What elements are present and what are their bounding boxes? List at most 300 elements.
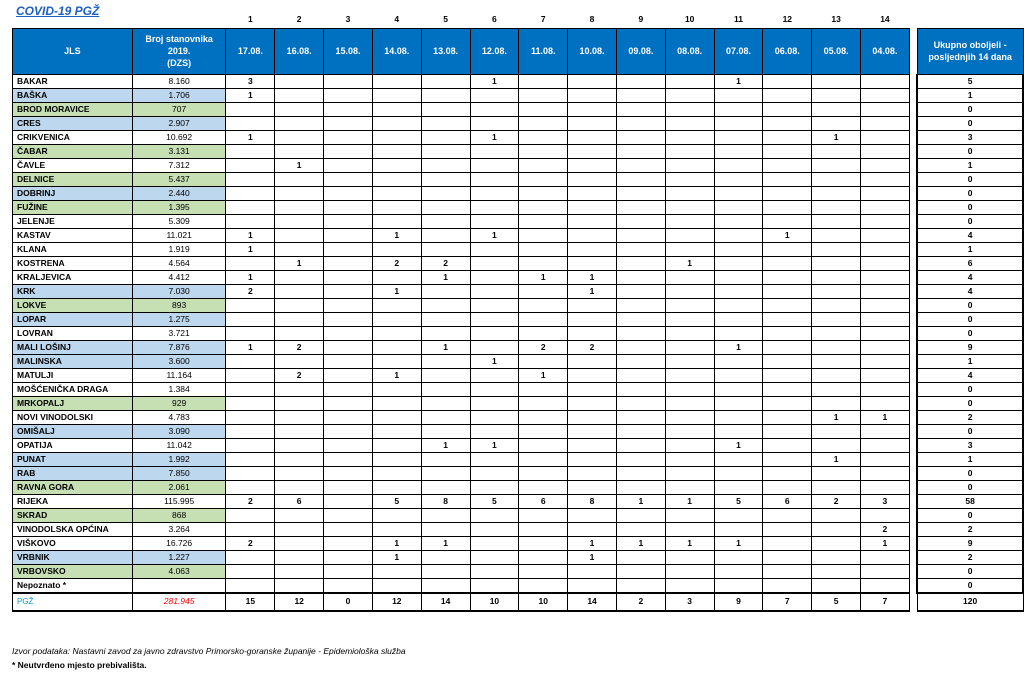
case-cell [616,354,665,368]
case-cell [421,284,470,298]
case-cell [275,466,324,480]
case-cell [812,312,861,326]
total-cell: 0 [917,214,1023,228]
population-cell: 5.437 [132,172,226,186]
case-cell [812,340,861,354]
case-cell [714,508,763,522]
case-cell: 1 [812,452,861,466]
case-cell [714,186,763,200]
case-cell [470,298,519,312]
population-cell: 5.309 [132,214,226,228]
day-number: 5 [443,14,448,25]
table-row [13,508,1024,522]
population-cell: 4.412 [132,270,226,284]
population-cell: 2.061 [132,480,226,494]
case-cell [519,200,568,214]
case-cell [665,186,714,200]
day-total: 12 [372,593,421,611]
total-cell: 4 [917,368,1023,382]
table-row [13,130,1024,144]
table-row [13,368,1024,382]
case-cell [470,102,519,116]
case-cell [421,396,470,410]
case-cell [372,270,421,284]
day-total: 5 [812,593,861,611]
case-cell: 1 [568,536,617,550]
case-cell: 1 [470,228,519,242]
case-cell [275,200,324,214]
case-cell [568,256,617,270]
population-cell: 16.726 [132,536,226,550]
municipality-name: OMIŠALJ [13,424,133,438]
case-cell [763,284,812,298]
case-cell [714,550,763,564]
case-cell [568,172,617,186]
day-number: 13 [831,14,841,25]
case-cell [568,158,617,172]
case-cell: 1 [568,550,617,564]
gap [909,270,917,284]
case-cell [763,452,812,466]
table-row [13,74,1024,88]
day-total: 0 [324,593,373,611]
grand-total: 120 [917,593,1023,611]
total-cell: 2 [917,410,1023,424]
case-cell [763,88,812,102]
case-cell [470,424,519,438]
case-cell [372,74,421,88]
total-cell: 4 [917,228,1023,242]
population-cell: 11.042 [132,438,226,452]
gap [909,354,917,368]
case-cell [372,410,421,424]
municipality-name: LOVRAN [13,326,133,340]
case-cell [568,144,617,158]
date-header: 13.08. [421,28,470,74]
municipality-name: KOSTRENA [13,256,133,270]
date-header: 07.08. [714,28,763,74]
table-row [13,410,1024,424]
case-cell [226,116,275,130]
case-cell [763,74,812,88]
case-cell [861,438,910,452]
case-cell [714,144,763,158]
case-cell [812,214,861,228]
table-row [13,480,1024,494]
case-cell [763,438,812,452]
case-cell [372,242,421,256]
day-total: 2 [616,593,665,611]
total-cell: 0 [917,144,1023,158]
case-cell: 1 [714,438,763,452]
day-number-row [13,12,1024,28]
case-cell [372,508,421,522]
case-cell [861,466,910,480]
case-cell [421,214,470,228]
case-cell [714,214,763,228]
total-cell: 0 [917,102,1023,116]
case-cell [861,102,910,116]
case-cell [568,102,617,116]
case-cell [324,270,373,284]
case-cell [763,270,812,284]
population-cell: 7.312 [132,158,226,172]
population-cell: 7.850 [132,466,226,480]
case-cell [714,172,763,186]
municipality-name: NOVI VINODOLSKI [13,410,133,424]
case-cell [616,312,665,326]
total-cell: 0 [917,200,1023,214]
case-cell [226,172,275,186]
population-cell: 1.384 [132,382,226,396]
case-cell [470,116,519,130]
case-cell [324,340,373,354]
case-cell [812,578,861,593]
case-cell [861,256,910,270]
asterisk-note: * Neutvrđeno mjesto prebivališta. [12,660,147,670]
case-cell [861,508,910,522]
case-cell [275,396,324,410]
case-cell [665,88,714,102]
municipality-name: SKRAD [13,508,133,522]
case-cell [812,186,861,200]
case-cell [275,410,324,424]
case-cell [519,550,568,564]
case-cell [421,550,470,564]
municipality-name: VRBNIK [13,550,133,564]
day-total: 10 [519,593,568,611]
case-cell [275,144,324,158]
case-cell [372,200,421,214]
day-number: 6 [492,14,497,25]
case-cell [470,326,519,340]
case-cell [812,522,861,536]
population-cell: 4.564 [132,256,226,270]
day-number: 4 [394,14,400,25]
date-header: 10.08. [568,28,617,74]
case-cell [324,466,373,480]
municipality-name: Nepoznato * [13,578,133,593]
municipality-name: KRALJEVICA [13,270,133,284]
case-cell [861,214,910,228]
total-cell: 9 [917,536,1023,550]
case-cell [275,228,324,242]
case-cell [763,102,812,116]
case-cell [226,102,275,116]
case-cell [372,578,421,593]
case-cell [616,144,665,158]
case-cell [616,438,665,452]
gap [909,480,917,494]
case-cell [763,312,812,326]
case-cell [470,396,519,410]
case-cell [324,410,373,424]
case-cell [714,396,763,410]
case-cell: 1 [665,494,714,508]
case-cell [275,270,324,284]
case-cell: 1 [226,130,275,144]
case-cell: 2 [226,494,275,508]
table-row [13,312,1024,326]
case-cell [275,536,324,550]
case-cell [324,564,373,578]
gap [909,88,917,102]
day-total: 15 [226,593,275,611]
gap [909,410,917,424]
case-cell: 1 [861,410,910,424]
case-cell [519,88,568,102]
case-cell [861,340,910,354]
gap [909,536,917,550]
case-cell: 1 [226,340,275,354]
case-cell [372,354,421,368]
day-number: 14 [880,14,890,25]
case-cell [714,354,763,368]
case-cell [616,578,665,593]
case-cell [616,186,665,200]
case-cell [421,564,470,578]
case-cell: 2 [226,284,275,298]
case-cell [714,382,763,396]
case-cell [519,312,568,326]
case-cell [568,130,617,144]
case-cell [665,480,714,494]
total-cell: 5 [917,74,1023,88]
case-cell [861,172,910,186]
case-cell [519,326,568,340]
case-cell [616,382,665,396]
population-header-line: Broj stanovnika [145,34,213,44]
case-cell: 1 [470,74,519,88]
spacer [917,12,1023,28]
case-cell [616,452,665,466]
date-header: 15.08. [324,28,373,74]
case-cell [226,144,275,158]
case-cell [324,368,373,382]
case-cell [763,298,812,312]
total-cell: 4 [917,270,1023,284]
case-cell [470,564,519,578]
case-cell [275,298,324,312]
gap [909,228,917,242]
table-row [13,536,1024,550]
table-row [13,382,1024,396]
case-cell [470,214,519,228]
gap [909,172,917,186]
date-header: 12.08. [470,28,519,74]
table-row [13,172,1024,186]
case-cell [421,326,470,340]
case-cell [665,466,714,480]
case-cell [861,368,910,382]
gap [909,452,917,466]
case-cell [665,550,714,564]
total-cell: 0 [917,578,1023,593]
case-cell [568,242,617,256]
case-cell [226,508,275,522]
population-cell: 1.919 [132,242,226,256]
gap [909,396,917,410]
case-cell [812,326,861,340]
population-cell: 4.063 [132,564,226,578]
case-cell [421,508,470,522]
case-cell [519,522,568,536]
table-row [13,88,1024,102]
total-header-line: Ukupno oboljeli - [933,40,1007,50]
case-cell [568,354,617,368]
gap [909,564,917,578]
case-cell [519,298,568,312]
case-cell [568,480,617,494]
case-cell [763,340,812,354]
case-cell [861,74,910,88]
case-cell [665,130,714,144]
case-cell [568,88,617,102]
case-cell [275,438,324,452]
case-cell [324,354,373,368]
population-header [132,28,226,74]
case-cell [812,536,861,550]
case-cell [568,214,617,228]
day-number: 1 [247,14,253,25]
case-cell [665,326,714,340]
case-cell [519,172,568,186]
case-cell: 5 [714,494,763,508]
case-cell [421,228,470,242]
case-cell [519,536,568,550]
date-header: 04.08. [861,28,910,74]
case-cell [714,466,763,480]
case-cell: 1 [226,270,275,284]
case-cell [763,396,812,410]
case-cell: 5 [372,494,421,508]
case-cell [226,424,275,438]
municipality-name: CRIKVENICA [13,130,133,144]
case-cell [324,424,373,438]
case-cell [421,74,470,88]
case-cell: 1 [519,270,568,284]
gap [909,256,917,270]
case-cell [372,298,421,312]
municipality-name: KASTAV [13,228,133,242]
case-cell [812,382,861,396]
population-cell [132,578,226,593]
case-cell [763,130,812,144]
case-cell [421,312,470,326]
case-cell [812,88,861,102]
total-cell: 0 [917,480,1023,494]
case-cell [568,368,617,382]
case-cell [519,242,568,256]
total-cell: 1 [917,158,1023,172]
municipality-name: MATULJI [13,368,133,382]
covid-cases-table [12,12,1024,612]
case-cell [372,116,421,130]
case-cell [421,200,470,214]
case-cell: 1 [372,228,421,242]
case-cell [568,508,617,522]
case-cell: 1 [568,270,617,284]
gap [909,102,917,116]
case-cell [226,550,275,564]
population-cell: 10.692 [132,130,226,144]
total-cell: 1 [917,354,1023,368]
case-cell [226,452,275,466]
case-cell [568,466,617,480]
date-header: 17.08. [226,28,275,74]
case-cell [226,256,275,270]
case-cell: 6 [519,494,568,508]
population-cell: 11.021 [132,228,226,242]
case-cell [275,130,324,144]
case-cell [519,410,568,424]
total-cell: 0 [917,382,1023,396]
case-cell [372,438,421,452]
case-cell [616,550,665,564]
case-cell [568,312,617,326]
case-cell [812,424,861,438]
case-cell [665,144,714,158]
case-cell [861,284,910,298]
case-cell [665,214,714,228]
case-cell [812,550,861,564]
case-cell [226,578,275,593]
table-row [13,438,1024,452]
case-cell [616,340,665,354]
case-cell [519,396,568,410]
date-header: 11.08. [519,28,568,74]
case-cell [568,116,617,130]
population-cell: 1.992 [132,452,226,466]
table-row [13,452,1024,466]
total-cell: 2 [917,522,1023,536]
case-cell: 1 [421,340,470,354]
gap [909,593,917,611]
case-cell [714,116,763,130]
case-cell [714,130,763,144]
day-total: 14 [421,593,470,611]
case-cell: 1 [470,354,519,368]
case-cell [763,186,812,200]
municipality-name: RAB [13,466,133,480]
table-row [13,186,1024,200]
case-cell [568,438,617,452]
case-cell [763,424,812,438]
case-cell [421,130,470,144]
population-cell: 8.160 [132,74,226,88]
case-cell [372,522,421,536]
case-cell [812,270,861,284]
case-cell [519,508,568,522]
case-cell [470,158,519,172]
case-cell [812,480,861,494]
table-row [13,270,1024,284]
case-cell [763,410,812,424]
case-cell [665,228,714,242]
case-cell [470,466,519,480]
total-cell: 0 [917,186,1023,200]
case-cell [861,480,910,494]
gap [909,382,917,396]
case-cell [568,522,617,536]
case-cell [226,410,275,424]
case-cell [470,550,519,564]
municipality-name: RIJEKA [13,494,133,508]
case-cell: 1 [470,438,519,452]
case-cell [665,74,714,88]
case-cell: 1 [372,536,421,550]
case-cell: 2 [519,340,568,354]
